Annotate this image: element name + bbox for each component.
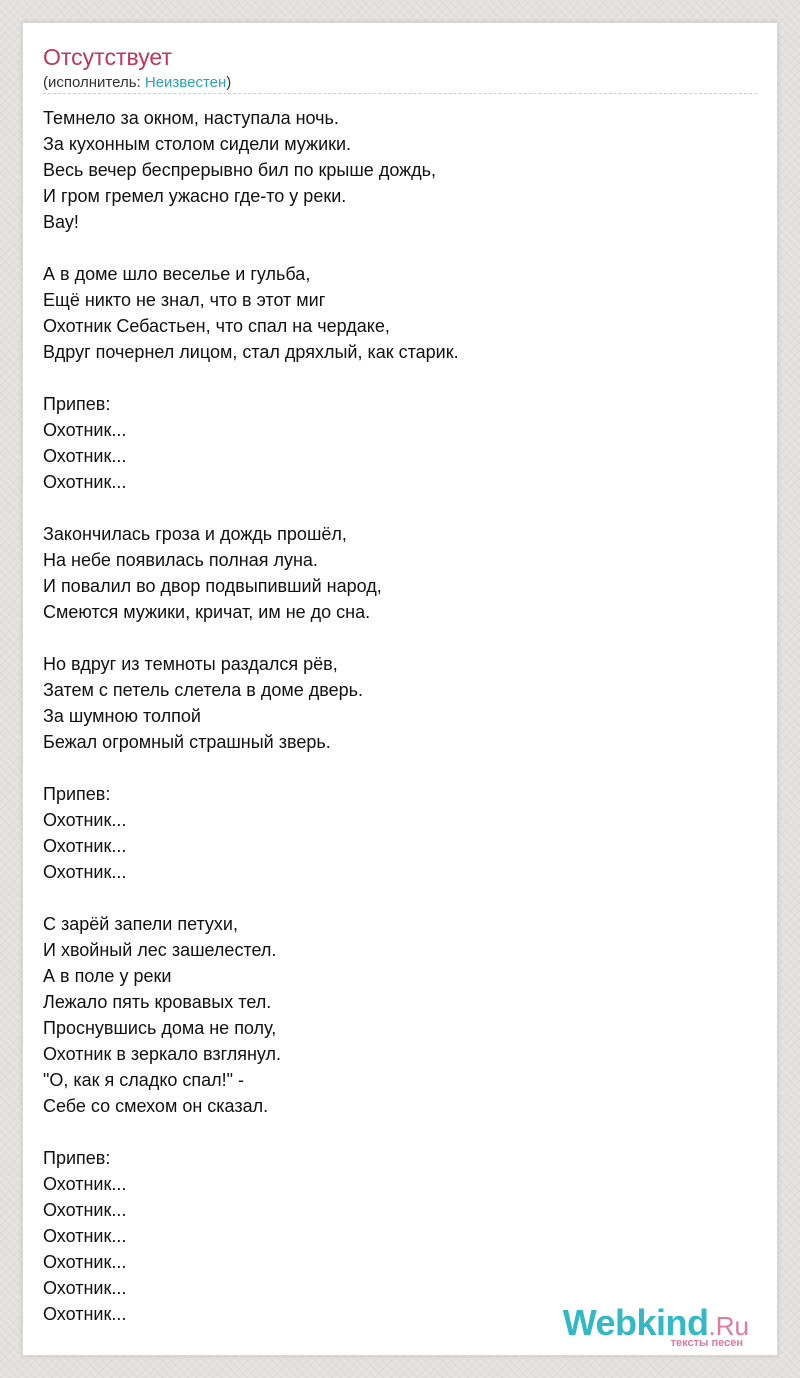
lyric-line: Охотник... bbox=[43, 1174, 127, 1194]
lyric-line: С зарёй запели петухи, bbox=[43, 914, 238, 934]
lyric-blank-line bbox=[43, 365, 743, 391]
lyric-line: Охотник... bbox=[43, 862, 127, 882]
lyric-line: Смеются мужики, кричат, им не до сна. bbox=[43, 602, 371, 622]
lyric-line: Закончилась гроза и дождь прошёл, bbox=[43, 524, 347, 544]
logo-subtitle: тексты песен bbox=[670, 1337, 743, 1349]
lyric-line: Припев: bbox=[43, 784, 111, 804]
lyrics-card bbox=[22, 22, 778, 1356]
lyric-line: И гром гремел ужасно где-то у реки. bbox=[43, 186, 347, 206]
lyric-line: Припев: bbox=[43, 1148, 111, 1168]
lyric-line: Охотник... bbox=[43, 446, 127, 466]
lyric-blank-line bbox=[43, 235, 743, 261]
lyric-line: Вдруг почернел лицом, стал дряхлый, как старик. bbox=[43, 342, 459, 362]
song-title: Отсутствует bbox=[43, 44, 172, 70]
lyric-line: Охотник... bbox=[43, 836, 127, 856]
lyric-line: Темнело за окном, наступала ночь. bbox=[43, 108, 339, 128]
logo-domain: .Ru bbox=[708, 1311, 749, 1341]
logo-wordmark: Webkind bbox=[562, 1302, 709, 1343]
artist-link[interactable]: Неизвестен bbox=[144, 74, 227, 91]
lyric-line: Охотник... bbox=[43, 1252, 127, 1272]
lyric-line: "О, как я сладко спал!" - bbox=[43, 1070, 245, 1090]
lyric-line: А в поле у реки bbox=[43, 966, 172, 986]
lyric-line: Но вдруг из темноты раздался рёв, bbox=[43, 654, 338, 674]
lyric-line: На небе появилась полная луна. bbox=[43, 550, 318, 570]
artist-prefix: (исполнитель: bbox=[43, 74, 145, 91]
divider bbox=[43, 93, 757, 94]
lyric-line: Вау! bbox=[43, 212, 79, 232]
artist-suffix: ) bbox=[226, 74, 232, 91]
artist-line bbox=[43, 73, 231, 93]
lyric-line: Охотник... bbox=[43, 472, 127, 492]
lyric-line: Охотник... bbox=[43, 1226, 127, 1246]
lyric-line: Охотник... bbox=[43, 1304, 127, 1324]
lyric-line: Охотник в зеркало взглянул. bbox=[43, 1044, 282, 1064]
lyric-line: Охотник... bbox=[43, 1200, 127, 1220]
lyric-line: Бежал огромный страшный зверь. bbox=[43, 732, 331, 752]
lyric-blank-line bbox=[43, 1119, 743, 1145]
lyric-line: Лежало пять кровавых тел. bbox=[43, 992, 272, 1012]
lyric-line: Охотник... bbox=[43, 810, 127, 830]
lyric-line: Припев: bbox=[43, 394, 111, 414]
lyric-line: И хвойный лес зашелестел. bbox=[43, 940, 277, 960]
lyric-line: За кухонным столом сидели мужики. bbox=[43, 134, 352, 154]
lyric-line: Охотник... bbox=[43, 1278, 127, 1298]
lyric-line: Проснувшись дома не полу, bbox=[43, 1018, 277, 1038]
lyric-line: Ещё никто не знал, что в этот миг bbox=[43, 290, 326, 310]
lyric-blank-line bbox=[43, 495, 743, 521]
lyric-line: А в доме шло веселье и гульба, bbox=[43, 264, 311, 284]
lyric-line: Затем с петель слетела в доме дверь. bbox=[43, 680, 364, 700]
lyric-blank-line bbox=[43, 625, 743, 651]
lyric-blank-line bbox=[43, 755, 743, 781]
lyric-line: Охотник Себастьен, что спал на чердаке, bbox=[43, 316, 390, 336]
lyric-blank-line bbox=[43, 885, 743, 911]
lyric-line: И повалил во двор подвыпивший народ, bbox=[43, 576, 382, 596]
lyric-line: Охотник... bbox=[43, 420, 127, 440]
site-logo[interactable] bbox=[562, 1302, 749, 1349]
lyric-line: За шумною толпой bbox=[43, 706, 201, 726]
lyric-line: Себе со смехом он сказал. bbox=[43, 1096, 269, 1116]
lyrics-text bbox=[43, 105, 743, 1327]
lyric-line: Весь вечер беспрерывно бил по крыше дождь, bbox=[43, 160, 437, 180]
